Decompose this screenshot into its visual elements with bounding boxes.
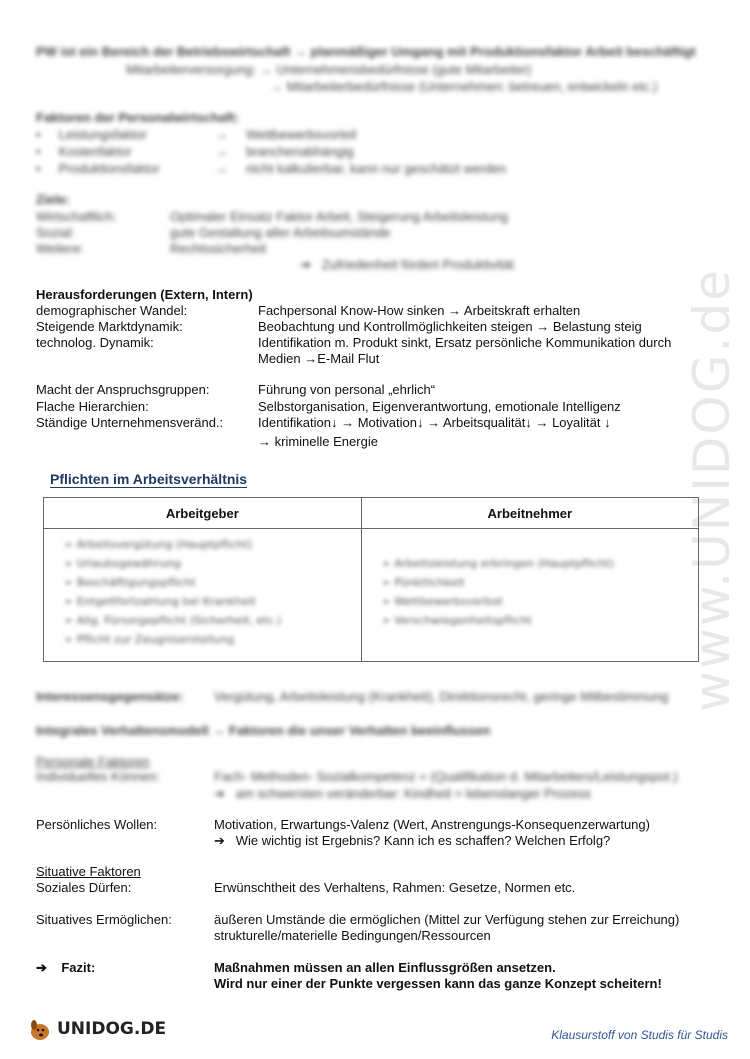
- list-item: ➢ Urlaubsgewährung: [64, 554, 361, 573]
- ziele-heading: Ziele:: [36, 192, 70, 207]
- ermoeglichen-value-2: strukturelle/materielle Bedingungen/Ressourcen: [214, 928, 491, 943]
- logo-text: UNIDOG.DE: [57, 1019, 167, 1039]
- faktoren-item: • Produktionsfaktor: [36, 161, 160, 176]
- watermark: www.UNIDOG.de: [683, 268, 741, 712]
- verhaltensmodell-heading: Integrales Verhaltensmodell → Faktoren die unser Verhalten beeinflussen: [36, 723, 491, 738]
- ziele-value: Optimaler Einsatz Faktor Arbeit, Steigerung Arbeitsleistung: [170, 209, 509, 224]
- footer-tagline: Klausurstoff von Studis für Studis: [551, 1028, 728, 1042]
- ziele-label: Wirtschaftlich:: [36, 209, 117, 224]
- wollen-note: ➔ Wie wichtig ist Ergebnis? Kann ich es schaffen? Welchen Erfolg?: [214, 833, 611, 848]
- intro-line-3: → Mitarbeiterbedürfnisse (Unternehmen: betreuen, entwickeln etc.): [270, 79, 658, 94]
- challenge-value: → kriminelle Energie: [258, 434, 378, 449]
- challenge-value: Selbstorganisation, Eigenverantwortung, emotionale Intelligenz: [258, 399, 621, 414]
- column-header-arbeitnehmer: Arbeitnehmer: [361, 498, 698, 529]
- list-item: ➢ Arbeitsvergütung (Hauptpflicht): [64, 535, 361, 554]
- list-item: ➢ Arbeitsleistung erbringen (Hauptpflicht): [382, 554, 698, 573]
- list-item: ➢ Entgeltfortzahlung bei Krankheit: [64, 592, 361, 611]
- challenge-label: Flache Hierarchien:: [36, 399, 149, 414]
- faktoren-heading: Faktoren der Personalwirtschaft:: [36, 110, 239, 125]
- personale-heading: Personale Faktoren: [36, 754, 150, 769]
- situative-heading: Situative Faktoren: [36, 864, 141, 879]
- challenge-value: Beobachtung und Kontrollmöglichkeiten steigen → Belastung steig: [258, 319, 642, 334]
- challenge-label: technolog. Dynamik:: [36, 335, 154, 350]
- wollen-value: Motivation, Erwartungs-Valenz (Wert, Anstrengungs-Konsequenzerwartung): [214, 817, 650, 832]
- intro-line-1: PW ist ein Bereich der Betriebswirtschaft → planmäßiger Umgang mit Produktionsfaktor Arbeit beschäftigt: [36, 44, 696, 59]
- challenge-label: demographischer Wandel:: [36, 303, 188, 318]
- faktoren-item: • Leistungsfaktor: [36, 127, 147, 142]
- pflichten-title: Pflichten im Arbeitsverhältnis: [50, 471, 248, 487]
- ermoeglichen-value-1: äußeren Umstände die ermöglichen (Mittel zur Verfügung stehen zur Erreichung): [214, 912, 680, 927]
- challenge-value: Fachpersonal Know-How sinken → Arbeitskraft erhalten: [258, 303, 581, 318]
- ziele-label: Sozial:: [36, 225, 76, 240]
- arbeitnehmer-cell: [361, 529, 698, 662]
- dog-icon: [27, 1016, 53, 1042]
- challenge-value: Führung von personal „ehrlich“: [258, 382, 436, 397]
- challenge-label: Steigende Marktdynamik:: [36, 319, 183, 334]
- faktoren-item: • Kostenfaktor: [36, 144, 132, 159]
- fazit-line-1: Maßnahmen müssen an allen Einflussgrößen ansetzen.: [214, 960, 556, 975]
- ermoeglichen-label: Situatives Ermöglichen:: [36, 912, 172, 927]
- challenge-label: Ständige Unternehmensveränd.:: [36, 415, 224, 430]
- duerfen-label: Soziales Dürfen:: [36, 880, 132, 895]
- ziele-conclusion: ➔ Zufriedenheit fördert Produktivität: [300, 257, 514, 272]
- ziele-value: Rechtssicherheit: [170, 241, 267, 256]
- list-item: ➢ Pflicht zur Zeugniserstellung: [64, 630, 361, 649]
- fazit-label: ➔ Fazit:: [36, 960, 96, 975]
- koennen-note: ➔ am schwersten veränderbar: Kindheit = lebenslanger Prozess: [214, 786, 591, 801]
- challenge-value: Identifikation m. Produkt sinkt, Ersatz persönliche Kommunikation durch: [258, 335, 672, 350]
- challenge-value: Identifikation↓ → Motivation↓ → Arbeitsqualität↓ → Loyalität ↓: [258, 415, 611, 430]
- ziele-label: Weitere:: [36, 241, 85, 256]
- unidog-logo: [27, 1016, 166, 1042]
- duerfen-value: Erwünschtheit des Verhaltens, Rahmen: Gesetze, Normen etc.: [214, 880, 576, 895]
- ziele-value: gute Gestaltung aller Arbeitsumstände: [170, 225, 391, 240]
- faktoren-desc: → Wettbewerbsvorteil: [215, 127, 357, 142]
- interessen-label: Interessensgegensätze:: [36, 689, 184, 704]
- interessen-value: Vergütung, Arbeitsleistung (Krankheit), Direktionsrecht, geringe Mitbestimmung: [214, 689, 669, 704]
- challenge-label: Macht der Anspruchsgruppen:: [36, 382, 210, 397]
- list-item: ➢ Beschäftigungspflicht: [64, 573, 361, 592]
- column-header-arbeitgeber: Arbeitgeber: [44, 498, 362, 529]
- koennen-value: Fach- Methoden- Sozialkompetenz = (Qualifikation d. Mitarbeiters/Leistungspot.): [214, 769, 678, 784]
- challenge-value: Medien →E-Mail Flut: [258, 351, 380, 366]
- pflichten-table: [43, 497, 699, 662]
- herausforderungen-heading: Herausforderungen (Extern, Intern): [36, 287, 253, 302]
- fazit-line-2: Wird nur einer der Punkte vergessen kann das ganze Konzept scheitern!: [214, 976, 662, 991]
- list-item: ➢ Wettbewerbsverbot: [382, 592, 698, 611]
- list-item: ➢ Verschwiegenheitspflicht: [382, 611, 698, 630]
- intro-line-2: Mitarbeiterversorgung: → Unternehmensbedürfnisse (gute Mitarbeiter): [126, 62, 532, 77]
- list-item: ➢ Allg. Fürsorgepflicht (Sicherheit, etc.): [64, 611, 361, 630]
- faktoren-desc: → branchenabhängig: [215, 144, 354, 159]
- list-item: ➢ Pünktlichkeit: [382, 573, 698, 592]
- wollen-label: Persönliches Wollen:: [36, 817, 158, 832]
- faktoren-desc: → nicht kalkulierbar, kann nur geschätzt werden: [215, 161, 507, 176]
- arbeitgeber-cell: [44, 529, 362, 662]
- koennen-label: Individuelles Können:: [36, 769, 160, 784]
